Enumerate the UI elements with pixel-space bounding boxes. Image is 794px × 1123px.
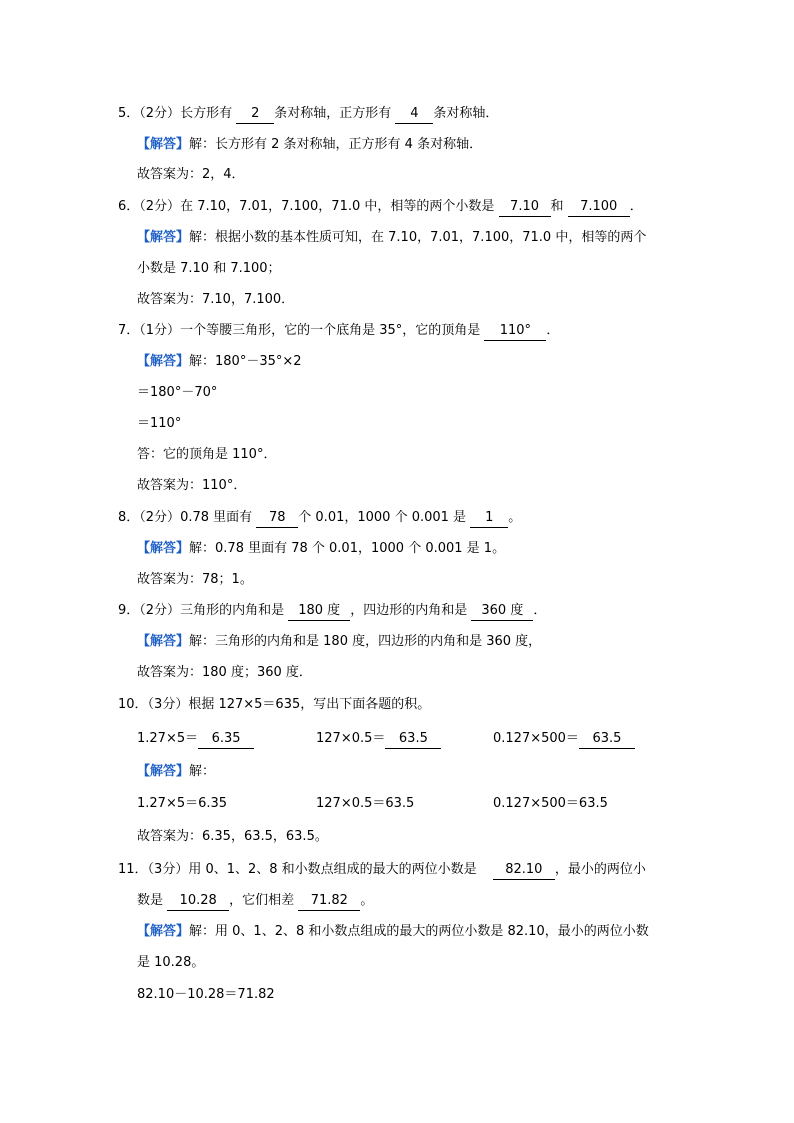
question-score: （1分） bbox=[139, 323, 181, 338]
solution-tag: 【解答】 bbox=[137, 924, 190, 939]
solution-text: 解：三角形的内角和是 180 度，四边形的内角和是 360 度， bbox=[189, 634, 542, 649]
question-text: ，四边形的内角和是 bbox=[350, 603, 468, 618]
question-10 bbox=[118, 695, 430, 715]
question-number: 8． bbox=[118, 510, 140, 525]
question-text: ． bbox=[533, 603, 547, 618]
question-7 bbox=[118, 321, 559, 341]
question-score: （3分） bbox=[147, 697, 189, 712]
solution-expression: 1.27×5＝6.35 bbox=[137, 796, 228, 811]
solution-expression: 82.10－10.28＝71.82 bbox=[137, 987, 275, 1002]
answer-blank: 180 度 bbox=[288, 602, 350, 621]
solution-line bbox=[137, 228, 646, 248]
question-text: ，它们相差 bbox=[229, 893, 295, 908]
solution-text: 解：用 0、1、2、8 和小数点组成的最大的两位小数是 82.10，最小的两位小数 bbox=[189, 924, 649, 939]
question-number: 6． bbox=[118, 199, 140, 214]
solution-text: 解：0.78 里面有 78 个 0.01，1000 个 0.001 是 1。 bbox=[189, 541, 506, 556]
exercise-expression: 127×0.5＝ bbox=[316, 731, 386, 746]
solution-line: ＝180°－70° bbox=[137, 385, 218, 400]
solution-line bbox=[137, 539, 505, 559]
question-text: 用 0、1、2、8 和小数点组成的最大的两位小数是 bbox=[188, 862, 477, 877]
solution-line: ＝110° bbox=[137, 416, 182, 431]
solution-line: 是 10.28。 bbox=[137, 955, 205, 970]
answer-blank: 6.35 bbox=[198, 730, 254, 749]
answer-line: 故答案为：180 度；360 度． bbox=[137, 665, 312, 680]
question-text: 。 bbox=[360, 893, 374, 908]
question-text: 条对称轴． bbox=[433, 106, 499, 121]
answer-blank: 110° bbox=[484, 322, 546, 341]
solution-line bbox=[137, 352, 302, 372]
question-11 bbox=[118, 860, 646, 880]
question-text: 0.78 里面有 bbox=[180, 510, 253, 525]
question-text: ，最小的两位小 bbox=[554, 862, 646, 877]
answer-line: 故答案为：2，4． bbox=[137, 167, 245, 182]
answer-blank: 7.10 bbox=[499, 198, 551, 217]
answer-blank: 63.5 bbox=[385, 730, 441, 749]
answer-line: 故答案为：7.10，7.100． bbox=[137, 292, 295, 307]
question-score: （2分） bbox=[139, 603, 181, 618]
solution-tag: 【解答】 bbox=[137, 230, 190, 245]
question-score: （2分） bbox=[139, 510, 181, 525]
exercise-1 bbox=[137, 729, 254, 749]
answer-blank: 63.5 bbox=[579, 730, 635, 749]
question-text: ． bbox=[629, 199, 643, 214]
solution-text: 解：180°－35°×2 bbox=[189, 354, 302, 369]
answer-line: 故答案为：110°． bbox=[137, 478, 247, 493]
solution-tag: 【解答】 bbox=[137, 634, 190, 649]
answer-blank: 82.10 bbox=[493, 861, 555, 880]
exercise-expression: 0.127×500＝ bbox=[493, 731, 579, 746]
solution-tag: 【解答】 bbox=[137, 764, 190, 779]
solution-tag: 【解答】 bbox=[137, 137, 190, 152]
question-text: 。 bbox=[508, 510, 522, 525]
solution-text: 解：长方形有 2 条对称轴，正方形有 4 条对称轴． bbox=[189, 137, 483, 152]
solution-tag: 【解答】 bbox=[137, 541, 190, 556]
exercise-3 bbox=[493, 729, 635, 749]
exercise-expression: 1.27×5＝ bbox=[137, 731, 199, 746]
question-text: 和 bbox=[550, 199, 564, 214]
question-text: 条对称轴，正方形有 bbox=[274, 106, 392, 121]
question-number: 11． bbox=[118, 862, 148, 877]
solution-text: 解： bbox=[189, 764, 216, 779]
answer-blank: 4 bbox=[395, 105, 433, 124]
question-score: （2分） bbox=[139, 106, 181, 121]
solution-text: 解：根据小数的基本性质可知，在 7.10，7.01，7.100，71.0 中，相等的两个 bbox=[189, 230, 647, 245]
question-text: 长方形有 bbox=[180, 106, 233, 121]
answer-blank: 360 度 bbox=[471, 602, 533, 621]
question-text: 一个等腰三角形，它的一个底角是 35°，它的顶角是 bbox=[180, 323, 481, 338]
question-5 bbox=[118, 104, 498, 124]
question-text: ． bbox=[546, 323, 560, 338]
solution-line bbox=[137, 135, 482, 155]
answer-blank: 78 bbox=[256, 509, 298, 528]
question-9 bbox=[118, 601, 546, 621]
question-text: 三角形的内角和是 bbox=[180, 603, 285, 618]
solution-tag: 【解答】 bbox=[137, 354, 190, 369]
question-number: 9． bbox=[118, 603, 140, 618]
solution-line: 答：它的顶角是 110°． bbox=[137, 447, 277, 462]
question-6 bbox=[118, 197, 643, 217]
solution-line bbox=[137, 632, 541, 652]
solution-expression: 127×0.5＝63.5 bbox=[316, 796, 415, 811]
question-text: 在 7.10，7.01，7.100，71.0 中，相等的两个小数是 bbox=[180, 199, 495, 214]
question-number: 7． bbox=[118, 323, 140, 338]
answer-blank: 71.82 bbox=[298, 892, 360, 911]
question-text: 根据 127×5＝635，写出下面各题的积。 bbox=[188, 697, 431, 712]
question-score: （2分） bbox=[139, 199, 181, 214]
solution-expression: 0.127×500＝63.5 bbox=[493, 796, 608, 811]
question-number: 5． bbox=[118, 106, 140, 121]
answer-line: 故答案为：6.35，63.5，63.5。 bbox=[137, 829, 328, 844]
solution-line: 小数是 7.10 和 7.100； bbox=[137, 261, 281, 276]
question-8 bbox=[118, 508, 521, 528]
answer-line: 故答案为：78；1。 bbox=[137, 572, 253, 587]
question-score: （3分） bbox=[147, 862, 189, 877]
solution-line bbox=[137, 762, 215, 782]
question-11-continued bbox=[137, 891, 373, 911]
question-text: 数是 bbox=[137, 893, 164, 908]
answer-blank: 10.28 bbox=[167, 892, 229, 911]
answer-blank: 7.100 bbox=[568, 198, 630, 217]
answer-blank: 1 bbox=[470, 509, 508, 528]
solution-line bbox=[137, 922, 649, 942]
question-text: 个 0.01，1000 个 0.001 是 bbox=[298, 510, 467, 525]
exercise-2 bbox=[316, 729, 441, 749]
answer-blank: 2 bbox=[236, 105, 274, 124]
question-number: 10． bbox=[118, 697, 148, 712]
